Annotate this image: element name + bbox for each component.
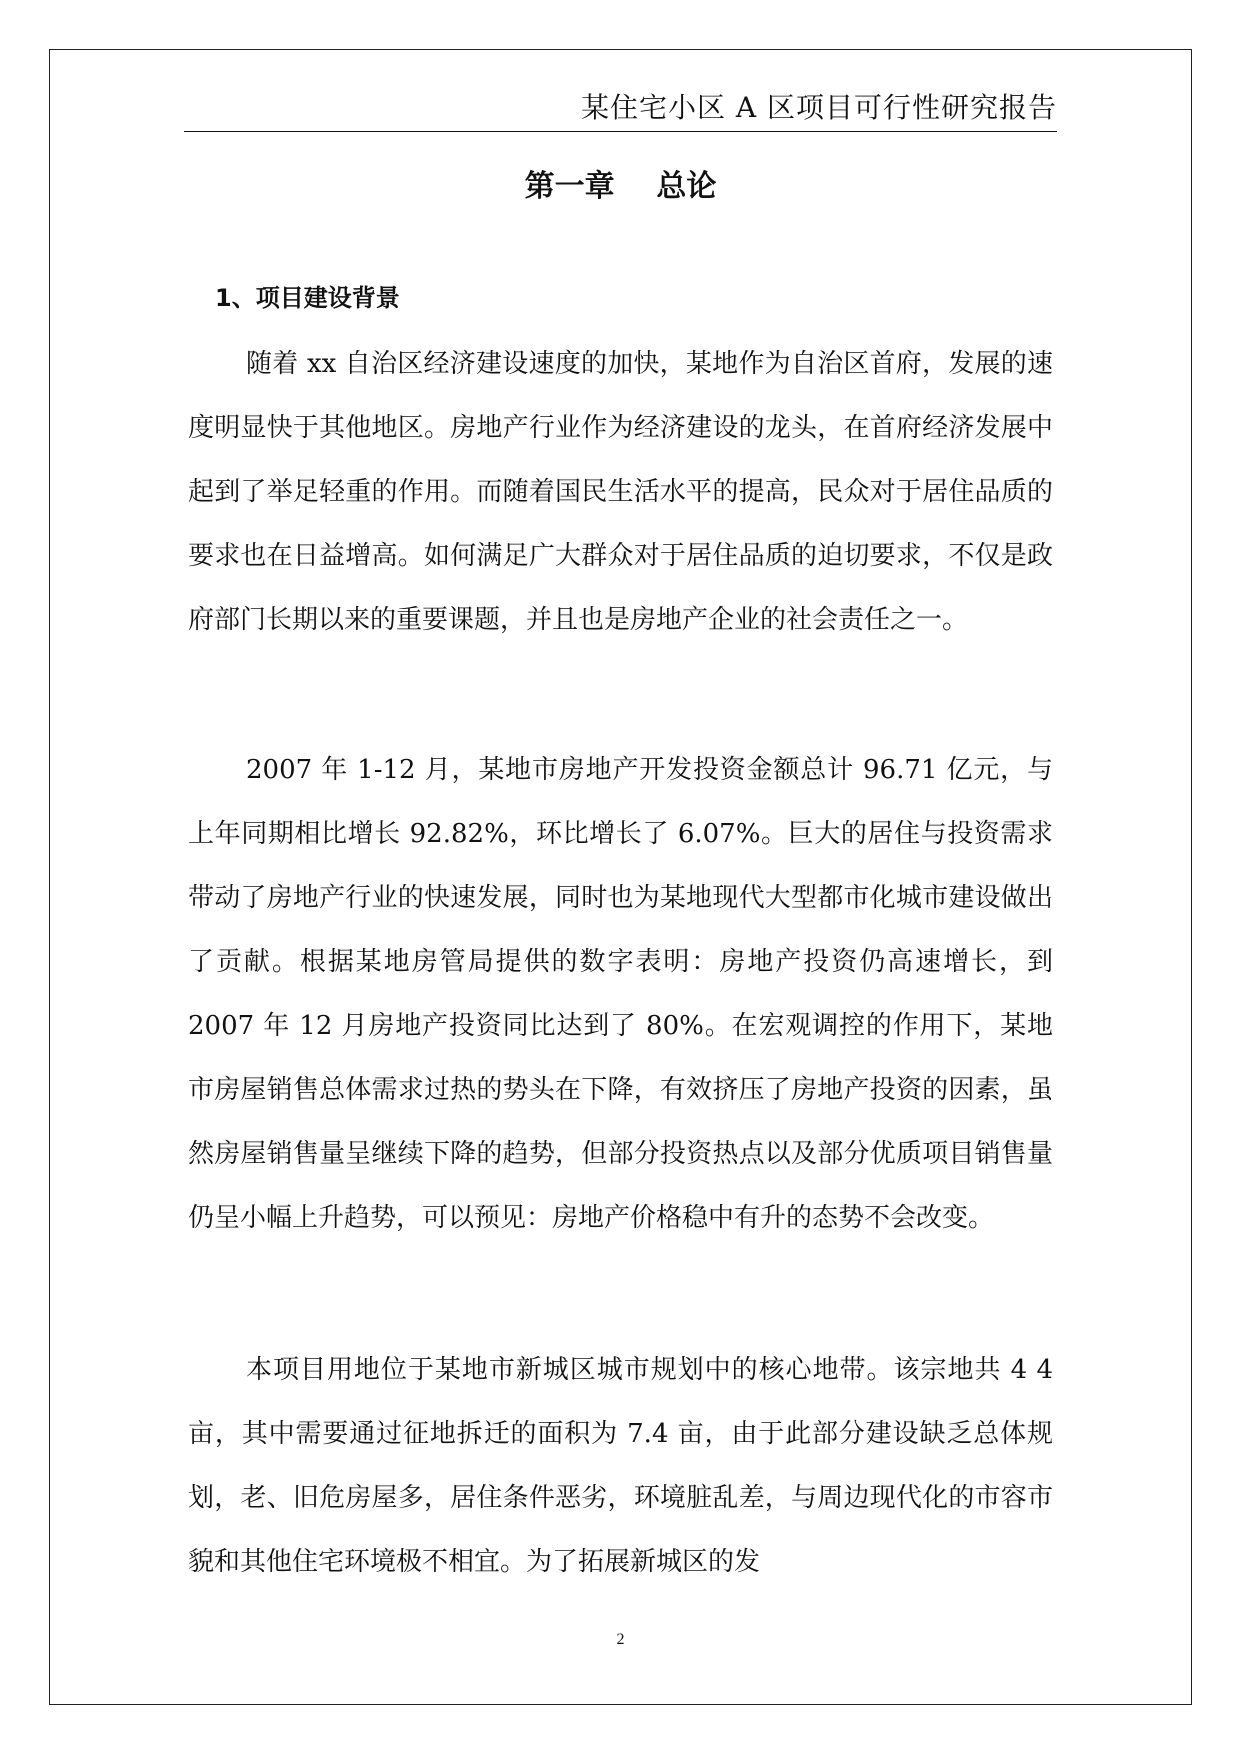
paragraph-1 bbox=[188, 332, 1053, 652]
chapter-title: 第一章 总论 bbox=[524, 169, 717, 204]
header-rule bbox=[184, 131, 1057, 132]
section-heading: 1、项目建设背景 bbox=[215, 284, 400, 312]
page-number: 2 bbox=[616, 1631, 625, 1648]
paragraph-text: 本项目用地位于某地市新城区城市规划中的核心地带。该宗地共 4 4 亩，其中需要通过征地拆迁的面积为 7.4 亩，由于此部分建设缺乏总体规划，老、旧危房屋多，居住条件恶劣，环境脏乱差，与周边现代化的市容市貌和其他住宅环境极不相宜。为了拓展新城区的发 bbox=[188, 1355, 1053, 1577]
paragraph-text: 2007 年 1-12 月，某地市房地产开发投资金额总计 96.71 亿元，与上年同期相比增长 92.82%，环比增长了 6.07%。巨大的居住与投资需求带动了房地产行业的快速发展，同时也为某地现代大型都市化城市建设做出了贡献。根据某地房管局提供的数字表明：房地产投资仍高速增长，到 2007 年 12 月房地产投资同比达到了 80%。在宏观调控的作用下，某地市房屋销售总体需求过热的势头在下降，有效挤压了房地产投资的因素，虽然房屋销售量呈继续下降的趋势，但部分投资热点以及部分优质项目销售量仍呈小幅上升趋势，可以预见：房地产价格稳中有升的态势不会改变。 bbox=[188, 755, 1053, 1233]
paragraph-2 bbox=[188, 738, 1053, 1250]
paragraph-text: 随着 xx 自治区经济建设速度的加快，某地作为自治区首府，发展的速度明显快于其他地区。房地产行业作为经济建设的龙头，在首府经济发展中起到了举足轻重的作用。而随着国民生活水平的提高，民众对于居住品质的要求也在日益增高。如何满足广大群众对于居住品质的迫切要求，不仅是政府部门长期以来的重要课题，并且也是房地产企业的社会责任之一。 bbox=[188, 349, 1053, 635]
running-header: 某住宅小区 A 区项目可行性研究报告 bbox=[580, 91, 1057, 124]
paragraph-3 bbox=[188, 1338, 1053, 1594]
